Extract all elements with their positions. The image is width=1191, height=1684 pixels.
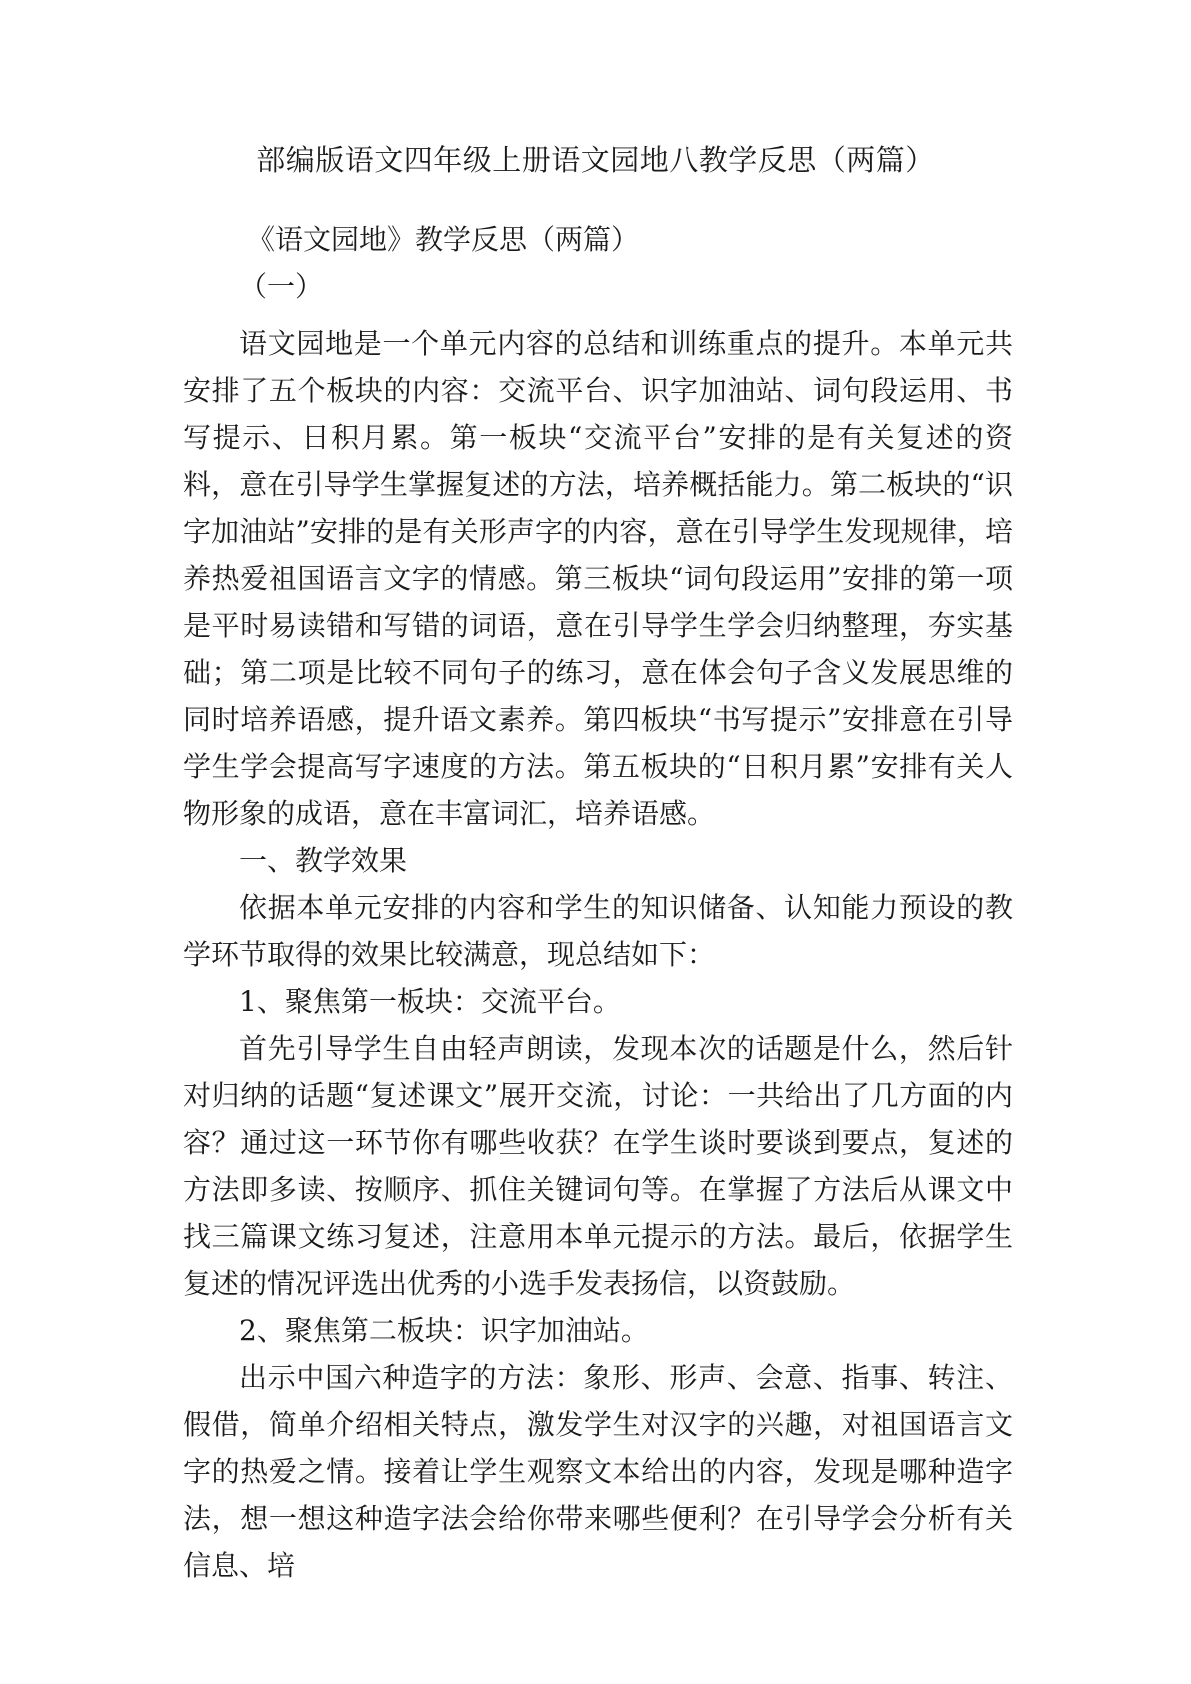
document-subtitle: 《语文园地》教学反思（两篇）	[247, 223, 640, 256]
paragraph: 依据本单元安排的内容和学生的知识储备、认知能力预设的教学环节取得的效果比较满意，现总结如下：	[183, 891, 1013, 971]
section-number: （一）	[239, 270, 324, 303]
document-title: 部编版语文四年级上册语文园地八教学反思（两篇）	[256, 143, 935, 177]
sub-heading: 2、聚焦第二板块：识字加油站。	[239, 1314, 649, 1347]
section-heading: 一、教学效果	[239, 844, 408, 877]
document-body	[183, 216, 1013, 1589]
sub-heading: 1、聚焦第一板块：交流平台。	[239, 985, 621, 1018]
paragraph: 首先引导学生自由轻声朗读，发现本次的话题是什么，然后针对归纳的话题“复述课文”展开交流，讨论：一共给出了几方面的内容？通过这一环节你有哪些收获？在学生谈时要谈到要点，复述的方法即多读、按顺序、抓住关键词句等。在掌握了方法后从课文中找三篇课文练习复述，注意用本单元提示的方法。最后，依据学生复述的情况评选出优秀的小选手发表扬信，以资鼓励。	[183, 1032, 1013, 1300]
paragraph: 出示中国六种造字的方法：象形、形声、会意、指事、转注、假借，简单介绍相关特点，激发学生对汉字的兴趣，对祖国语言文字的热爱之情。接着让学生观察文本给出的内容，发现是哪种造字法，想一想这种造字法会给你带来哪些便利？在引导学会分析有关信息、培	[183, 1361, 1013, 1582]
paragraph: 语文园地是一个单元内容的总结和训练重点的提升。本单元共安排了五个板块的内容：交流平台、识字加油站、词句段运用、书写提示、日积月累。第一板块“交流平台”安排的是有关复述的资料，意在引导学生掌握复述的方法，培养概括能力。第二板块的“识字加油站”安排的是有关形声字的内容，意在引导学生发现规律，培养热爱祖国语言文字的情感。第三板块“词句段运用”安排的第一项是平时易读错和写错的词语，意在引导学生学会归纳整理，夯实基础；第二项是比较不同句子的练习，意在体会句子含义发展思维的同时培养语感，提升语文素养。第四板块“书写提示”安排意在引导学生学会提高写字速度的方法。第五板块的“日积月累”安排有关人物形象的成语，意在丰富词汇，培养语感。	[183, 327, 1013, 830]
